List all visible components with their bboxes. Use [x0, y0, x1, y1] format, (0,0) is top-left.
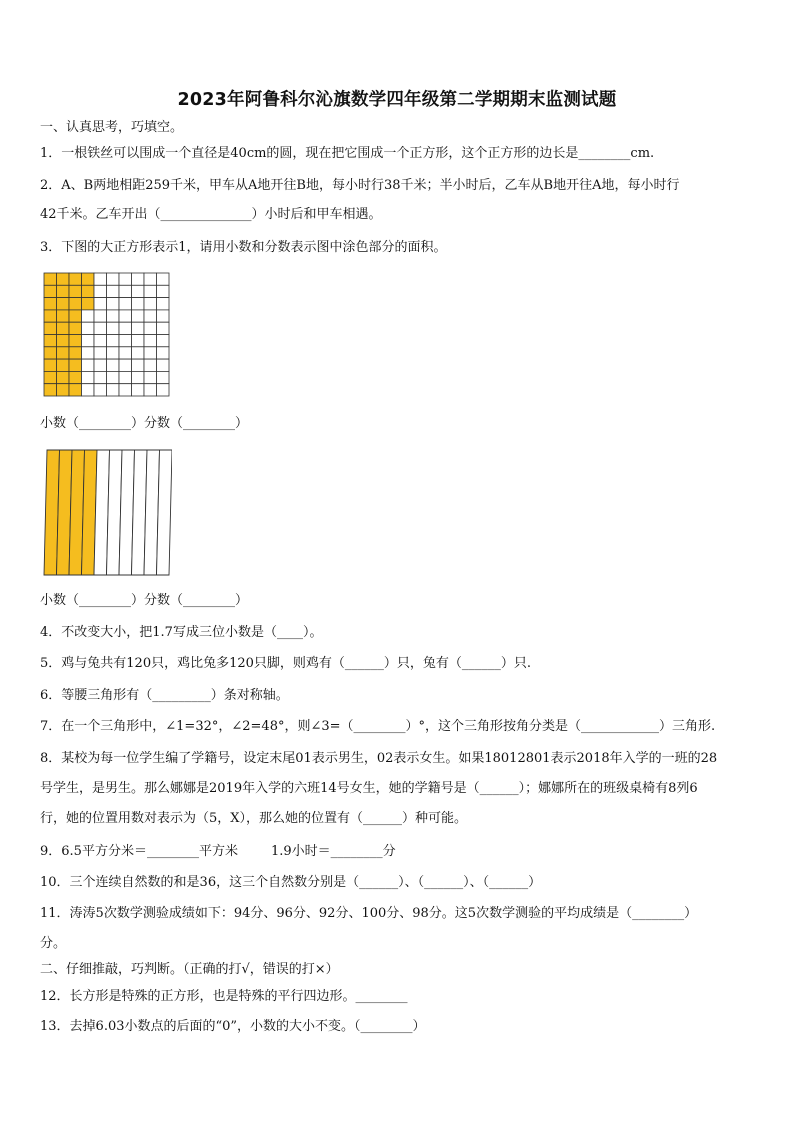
question-4: 4．不改变大小，把1.7写成三位小数是（____）。 — [40, 625, 323, 640]
grid-cell — [82, 371, 95, 383]
grid-cell — [107, 384, 120, 396]
grid-cell — [107, 310, 120, 322]
grid-cell-shaded — [82, 273, 95, 285]
grid-cell — [157, 335, 170, 347]
question-13: 13．去掉6.03小数点的后面的“0”，小数的大小不变。（________） — [40, 1019, 426, 1034]
grid-cell-shaded — [44, 285, 57, 297]
grid-cell — [144, 347, 157, 359]
grid-cell — [94, 359, 107, 371]
grid-cell-shaded — [57, 384, 70, 396]
grid-cell-shaded — [82, 285, 95, 297]
grid-cell — [119, 273, 132, 285]
grid-cell — [144, 335, 157, 347]
question-2-line-1: 2．A、B两地相距259千米，甲车从A地开往B地，每小时行38千米；半小时后，乙车从B地开往A地，每小时行 — [40, 178, 680, 193]
grid-cell — [119, 359, 132, 371]
grid-cell — [132, 310, 145, 322]
grid-cell — [119, 285, 132, 297]
question-9: 9．6.5平方分米＝________平方米 1.9小时＝________分 — [40, 844, 396, 859]
grid-cell — [157, 285, 170, 297]
grid-cell-shaded — [57, 310, 70, 322]
grid-cell — [132, 322, 145, 334]
page-title: 2023年阿鲁科尔沁旗数学四年级第二学期期末监测试题 — [177, 90, 617, 110]
grid-cell-shaded — [44, 335, 57, 347]
grid-cell — [94, 384, 107, 396]
tenth-strips-figure — [42, 449, 172, 577]
grid-cell — [107, 285, 120, 297]
question-11-line-2: 分。 — [40, 936, 67, 951]
grid-cell — [132, 359, 145, 371]
grid-cell — [132, 285, 145, 297]
grid-cell-shaded — [44, 273, 57, 285]
grid-cell-shaded — [44, 322, 57, 334]
question-6: 6．等腰三角形有（_________）条对称轴。 — [40, 688, 289, 703]
grid-cell-shaded — [69, 322, 82, 334]
grid-cell — [144, 285, 157, 297]
grid-cell-shaded — [69, 371, 82, 383]
grid-cell — [119, 322, 132, 334]
grid-cell — [157, 322, 170, 334]
grid-cell — [82, 359, 95, 371]
grid-cell — [119, 335, 132, 347]
grid-cell-shaded — [57, 347, 70, 359]
grid-cell — [132, 298, 145, 310]
question-7: 7．在一个三角形中，∠1=32°，∠2=48°，则∠3=（________）°，这个三角形按角分类是（____________）三角形. — [40, 719, 716, 734]
grid-cell — [94, 285, 107, 297]
grid-cell-shaded — [57, 371, 70, 383]
grid-cell — [132, 335, 145, 347]
grid-cell — [107, 359, 120, 371]
grid-cell — [119, 371, 132, 383]
grid-cell — [107, 335, 120, 347]
grid-cell-shaded — [44, 298, 57, 310]
grid-cell — [107, 298, 120, 310]
grid-cell — [82, 384, 95, 396]
grid-cell-shaded — [44, 384, 57, 396]
question-8-line-2: 号学生，是男生。那么娜娜是2019年入学的六班14号女生，她的学籍号是（______）；娜娜所在的班级桌椅有8列6 — [40, 781, 698, 796]
grid-cell — [94, 310, 107, 322]
grid-cell — [119, 310, 132, 322]
question-2-line-2: 42千米。乙车开出（______________）小时后和甲车相遇。 — [40, 207, 382, 222]
grid-cell — [144, 371, 157, 383]
answer-3a: 小数（________）分数（________） — [40, 416, 249, 431]
grid-cell-shaded — [44, 347, 57, 359]
question-11-line-1: 11．涛涛5次数学测验成绩如下：94分、96分、92分、100分、98分。这5次数学测验的平均成绩是（________） — [40, 906, 698, 921]
grid-cell-shaded — [69, 273, 82, 285]
grid-cell — [82, 347, 95, 359]
question-1: 1．一根铁丝可以围成一个直径是40cm的圆，现在把它围成一个正方形，这个正方形的边长是________cm. — [40, 146, 655, 161]
grid-cell — [144, 298, 157, 310]
answer-3b: 小数（________）分数（________） — [40, 593, 249, 608]
grid-cell — [144, 322, 157, 334]
grid-cell — [144, 359, 157, 371]
grid-cell — [132, 347, 145, 359]
grid-cell-shaded — [44, 371, 57, 383]
question-8-line-1: 8．某校为每一位学生编了学籍号，设定末尾01表示男生，02表示女生。如果18012801表示2018年入学的一班的28 — [40, 751, 718, 766]
grid-cell — [132, 273, 145, 285]
grid-cell — [157, 347, 170, 359]
grid-cell — [157, 310, 170, 322]
section-heading-fill-in: 一、认真思考，巧填空。 — [40, 120, 184, 135]
grid-cell — [94, 335, 107, 347]
question-12: 12．长方形是特殊的正方形，也是特殊的平行四边形。________ — [40, 989, 408, 1004]
grid-cell — [94, 371, 107, 383]
grid-cell — [144, 273, 157, 285]
grid-cell-shaded — [44, 359, 57, 371]
grid-cell-shaded — [44, 310, 57, 322]
grid-cell-shaded — [57, 359, 70, 371]
strip — [157, 450, 173, 575]
grid-cell-shaded — [69, 298, 82, 310]
grid-cell — [82, 322, 95, 334]
hundred-grid-figure — [43, 272, 170, 397]
grid-cell — [157, 298, 170, 310]
grid-cell — [107, 273, 120, 285]
section-heading-judge: 二、仔细推敲，巧判断。（正确的打√，错误的打×） — [40, 962, 339, 977]
grid-cell — [119, 298, 132, 310]
grid-cell-shaded — [69, 310, 82, 322]
grid-cell — [107, 322, 120, 334]
grid-cell — [94, 298, 107, 310]
grid-cell — [144, 310, 157, 322]
grid-cell-shaded — [82, 298, 95, 310]
grid-cell-shaded — [69, 285, 82, 297]
grid-cell — [157, 371, 170, 383]
grid-cell-shaded — [57, 335, 70, 347]
grid-cell-shaded — [57, 273, 70, 285]
question-3: 3．下图的大正方形表示1，请用小数和分数表示图中涂色部分的面积。 — [40, 240, 447, 255]
grid-cell — [94, 322, 107, 334]
grid-cell — [82, 335, 95, 347]
grid-cell — [157, 359, 170, 371]
question-10: 10．三个连续自然数的和是36，这三个自然数分别是（______）、（______）、（______） — [40, 875, 542, 890]
grid-cell — [144, 384, 157, 396]
grid-cell — [157, 273, 170, 285]
grid-cell-shaded — [69, 335, 82, 347]
grid-cell-shaded — [69, 347, 82, 359]
grid-cell — [119, 347, 132, 359]
grid-cell — [107, 347, 120, 359]
grid-cell — [107, 371, 120, 383]
grid-cell — [132, 384, 145, 396]
grid-cell — [132, 371, 145, 383]
grid-cell-shaded — [57, 322, 70, 334]
grid-cell-shaded — [69, 359, 82, 371]
question-8-line-3: 行，她的位置用数对表示为（5，X），那么她的位置有（______）种可能。 — [40, 811, 468, 826]
grid-cell-shaded — [57, 298, 70, 310]
grid-cell-shaded — [57, 285, 70, 297]
grid-cell — [94, 273, 107, 285]
question-5: 5．鸡与兔共有120只，鸡比兔多120只脚，则鸡有（______）只，兔有（______）只. — [40, 656, 532, 671]
grid-cell — [94, 347, 107, 359]
grid-cell — [119, 384, 132, 396]
grid-cell — [157, 384, 170, 396]
grid-cell-shaded — [69, 384, 82, 396]
grid-cell — [82, 310, 95, 322]
